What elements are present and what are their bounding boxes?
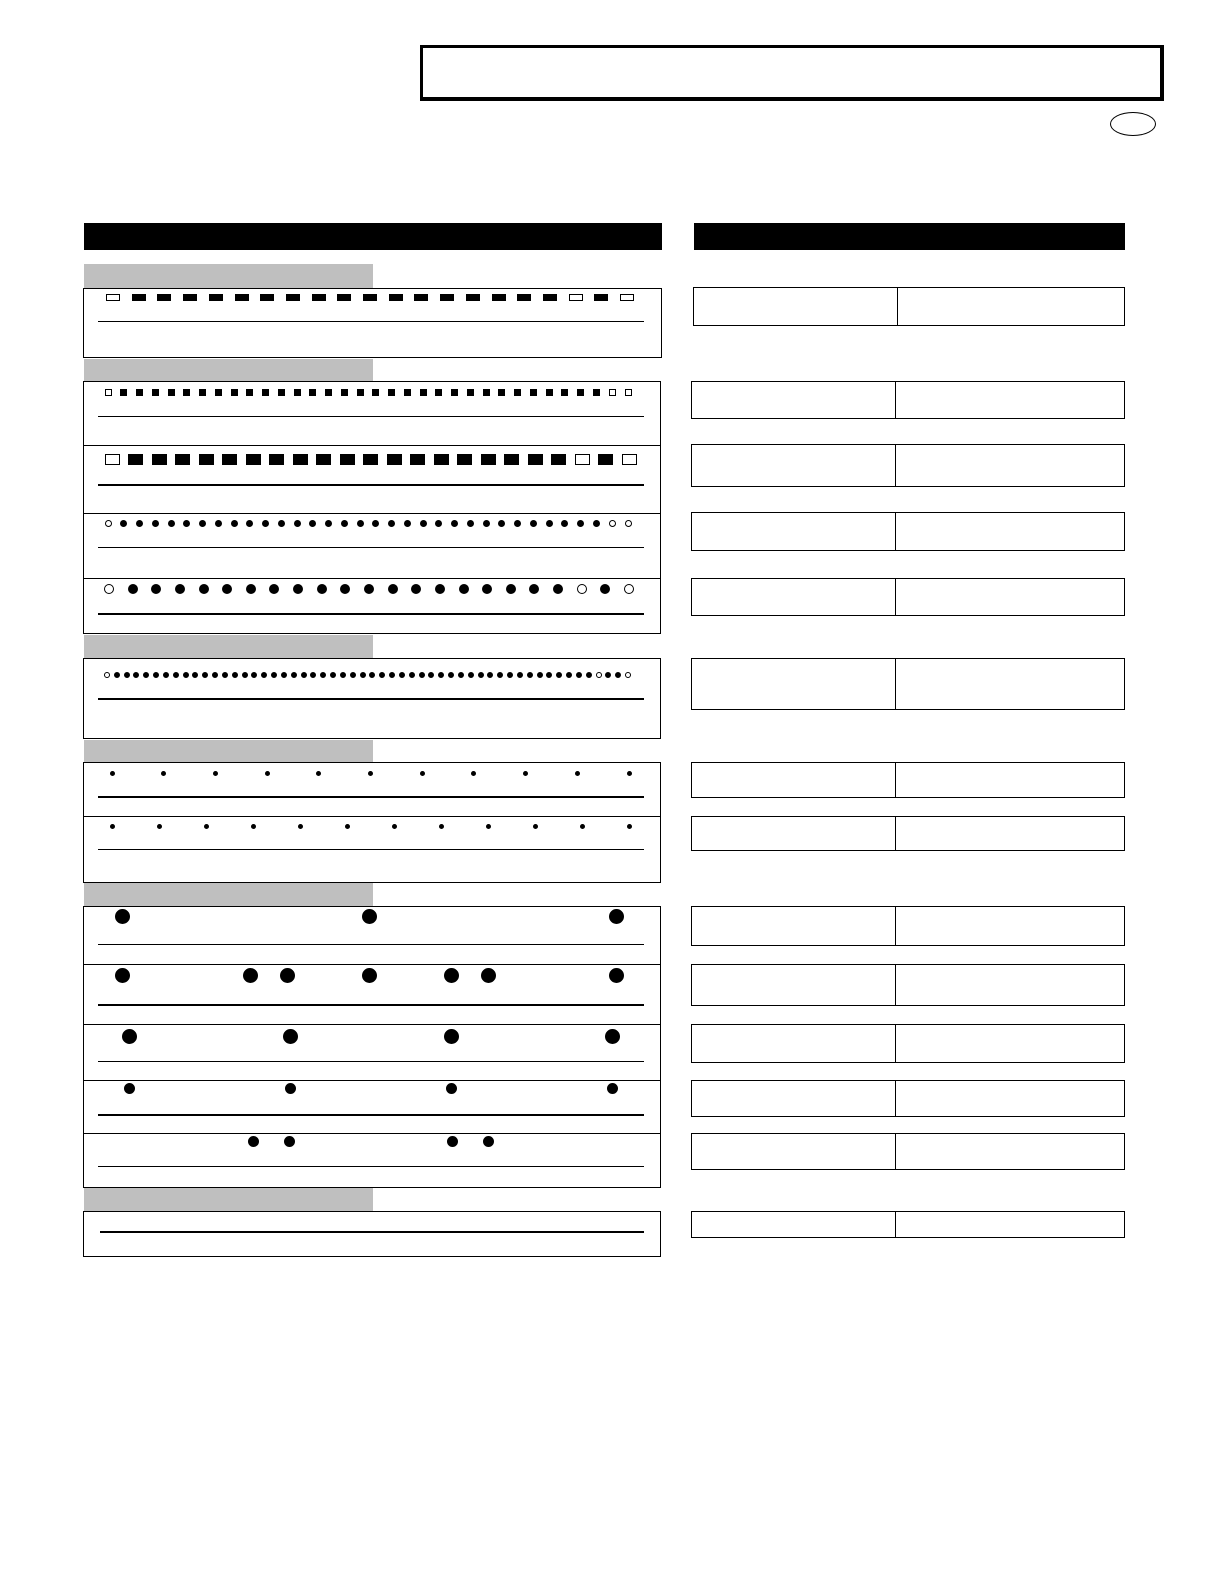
- bubble-filled: [161, 771, 166, 776]
- answer-line: [98, 613, 644, 615]
- bubble-filled: [364, 584, 374, 594]
- bubble-filled: [483, 520, 490, 527]
- bubble-filled: [301, 672, 307, 678]
- bubble-filled: [163, 672, 169, 678]
- timing-square-filled: [598, 454, 613, 465]
- bubble-filled: [517, 672, 523, 678]
- bubble-filled: [609, 968, 624, 983]
- bubble-filled: [362, 909, 377, 924]
- timing-square-filled: [372, 389, 379, 396]
- timing-square-filled: [199, 389, 206, 396]
- bubble-filled: [471, 771, 476, 776]
- timing-square-filled: [231, 389, 238, 396]
- timing-square-filled: [215, 389, 222, 396]
- bubble-filled: [350, 672, 356, 678]
- bubble-filled: [481, 968, 496, 983]
- bubble-filled: [340, 672, 346, 678]
- bubble-filled: [507, 672, 513, 678]
- timing-square-filled: [594, 294, 608, 301]
- bubble-filled: [576, 672, 582, 678]
- bubble-filled: [435, 584, 445, 594]
- timing-square-open: [625, 389, 632, 396]
- bubble-filled: [459, 584, 469, 594]
- answer-line: [98, 1004, 644, 1006]
- timing-square-filled: [389, 294, 403, 301]
- field-separator: [895, 965, 896, 1005]
- field-separator: [895, 817, 896, 850]
- row-divider: [84, 1133, 660, 1134]
- bubble-filled: [152, 520, 159, 527]
- timing-square-open: [622, 454, 637, 465]
- timing-square-filled: [414, 294, 428, 301]
- bubble-filled: [368, 771, 373, 776]
- group-panel-2: [83, 381, 661, 634]
- field-box-2: [691, 381, 1125, 419]
- bubble-filled: [392, 824, 397, 829]
- bubble-filled: [231, 520, 238, 527]
- field-box-6: [691, 658, 1125, 710]
- timing-square-filled: [514, 389, 521, 396]
- timing-square-filled: [363, 454, 378, 465]
- timing-square-open: [105, 389, 112, 396]
- bubble-filled: [546, 520, 553, 527]
- timing-square-filled: [183, 294, 197, 301]
- timing-square-filled: [209, 294, 223, 301]
- field-box-9: [691, 906, 1125, 946]
- timing-square-filled: [325, 389, 332, 396]
- bubble-filled: [372, 520, 379, 527]
- bubble-filled: [242, 672, 248, 678]
- group-tab-2: [84, 359, 373, 381]
- bubble-filled: [183, 520, 190, 527]
- field-box-8: [691, 816, 1125, 851]
- answer-line: [98, 796, 644, 798]
- timing-square-filled: [235, 294, 249, 301]
- bubble-filled: [388, 584, 398, 594]
- timing-square-filled: [222, 454, 237, 465]
- bubble-filled: [498, 520, 505, 527]
- answer-line: [98, 849, 644, 850]
- bubble-filled: [251, 824, 256, 829]
- answer-line: [98, 416, 644, 417]
- bubble-filled: [627, 771, 632, 776]
- answer-line: [98, 698, 644, 700]
- field-box-10: [691, 964, 1125, 1006]
- field-separator: [895, 445, 896, 486]
- answer-line: [98, 1114, 644, 1116]
- bubble-filled: [168, 520, 175, 527]
- timing-square-filled: [404, 389, 411, 396]
- timing-square-open: [609, 389, 616, 396]
- timing-square-filled: [435, 389, 442, 396]
- bubble-filled: [593, 520, 600, 527]
- bubble-filled: [215, 520, 222, 527]
- bubble-open: [609, 520, 616, 527]
- bubble-filled: [309, 520, 316, 527]
- timing-square-filled: [492, 294, 506, 301]
- bubble-filled: [124, 1083, 135, 1094]
- bubble-filled: [439, 824, 444, 829]
- timing-square-filled: [246, 389, 253, 396]
- bubble-filled: [115, 968, 130, 983]
- bubble-filled: [199, 520, 206, 527]
- bubble-filled: [609, 909, 624, 924]
- bubble-filled: [110, 824, 115, 829]
- bubble-filled: [514, 520, 521, 527]
- bubble-filled: [388, 520, 395, 527]
- badge-oval: [1110, 112, 1156, 136]
- bubble-filled: [409, 672, 415, 678]
- timing-square-filled: [577, 389, 584, 396]
- field-box-4: [691, 512, 1125, 551]
- timing-square-filled: [341, 389, 348, 396]
- bubble-filled: [404, 520, 411, 527]
- bubble-filled: [523, 771, 528, 776]
- field-separator: [895, 382, 896, 418]
- bubble-open: [624, 584, 634, 594]
- timing-square-filled: [278, 389, 285, 396]
- timing-square-filled: [168, 389, 175, 396]
- bubble-open: [104, 584, 114, 594]
- bubble-open: [577, 584, 587, 594]
- bubble-filled: [122, 1029, 137, 1044]
- timing-square-filled: [157, 294, 171, 301]
- timing-square-filled: [132, 294, 146, 301]
- timing-square-filled: [183, 389, 190, 396]
- group-tab-4: [84, 740, 373, 762]
- field-separator: [895, 579, 896, 615]
- timing-square-open: [106, 294, 120, 301]
- bubble-filled: [399, 672, 405, 678]
- timing-square-filled: [420, 389, 427, 396]
- timing-square-filled: [152, 389, 159, 396]
- bubble-filled: [530, 520, 537, 527]
- bubble-filled: [468, 672, 474, 678]
- group-panel-4: [83, 762, 661, 883]
- bubble-filled: [444, 968, 459, 983]
- row-divider: [84, 513, 660, 514]
- timing-square-filled: [294, 389, 301, 396]
- bubble-filled: [577, 520, 584, 527]
- right-column-header-bar: [694, 223, 1125, 250]
- bubble-filled: [419, 672, 425, 678]
- bubble-filled: [232, 672, 238, 678]
- field-box-12: [691, 1080, 1125, 1117]
- row-divider: [84, 445, 660, 446]
- timing-square-filled: [269, 454, 284, 465]
- bubble-filled: [451, 520, 458, 527]
- bubble-filled: [128, 584, 138, 594]
- field-separator: [895, 907, 896, 945]
- bubble-filled: [580, 824, 585, 829]
- bubble-filled: [607, 1083, 618, 1094]
- bubble-filled: [362, 968, 377, 983]
- bubble-filled: [483, 1136, 494, 1147]
- timing-square-filled: [551, 454, 566, 465]
- bubble-filled: [199, 584, 209, 594]
- timing-square-filled: [434, 454, 449, 465]
- timing-square-filled: [262, 389, 269, 396]
- timing-square-filled: [293, 454, 308, 465]
- bubble-filled: [278, 520, 285, 527]
- timing-square-filled: [340, 454, 355, 465]
- timing-square-filled: [363, 294, 377, 301]
- bubble-filled: [605, 1029, 620, 1044]
- field-separator: [895, 763, 896, 797]
- field-separator: [895, 1081, 896, 1116]
- timing-square-filled: [504, 454, 519, 465]
- bubble-open: [105, 520, 112, 527]
- timing-square-filled: [498, 389, 505, 396]
- bubble-filled: [325, 520, 332, 527]
- bubble-filled: [586, 672, 592, 678]
- answer-line: [98, 484, 644, 486]
- answer-line: [98, 321, 644, 322]
- bubble-filled: [115, 909, 130, 924]
- bubble-filled: [120, 520, 127, 527]
- timing-square-filled: [517, 294, 531, 301]
- bubble-filled: [448, 672, 454, 678]
- bubble-filled: [222, 672, 228, 678]
- bubble-filled: [248, 1136, 259, 1147]
- bubble-filled: [316, 771, 321, 776]
- bubble-filled: [157, 824, 162, 829]
- timing-square-open: [575, 454, 590, 465]
- field-separator: [897, 288, 898, 325]
- timing-square-filled: [175, 454, 190, 465]
- field-box-3: [691, 444, 1125, 487]
- bubble-filled: [345, 824, 350, 829]
- timing-square-filled: [312, 294, 326, 301]
- row-divider: [84, 1080, 660, 1081]
- row-divider: [84, 964, 660, 965]
- bubble-filled: [124, 672, 130, 678]
- timing-square-filled: [561, 389, 568, 396]
- timing-square-filled: [357, 389, 364, 396]
- bubble-filled: [284, 1136, 295, 1147]
- field-box-1: [693, 287, 1125, 326]
- answer-line: [98, 547, 644, 548]
- bubble-filled: [283, 1029, 298, 1044]
- timing-square-filled: [152, 454, 167, 465]
- bubble-filled: [317, 584, 327, 594]
- bubble-filled: [136, 520, 143, 527]
- timing-square-filled: [260, 294, 274, 301]
- answer-line: [100, 1231, 644, 1233]
- timing-square-filled: [316, 454, 331, 465]
- bubble-filled: [246, 584, 256, 594]
- field-separator: [895, 1025, 896, 1062]
- bubble-filled: [281, 672, 287, 678]
- answer-line: [98, 944, 644, 945]
- timing-square-filled: [530, 389, 537, 396]
- bubble-filled: [114, 672, 120, 678]
- document-title-box: [420, 45, 1164, 101]
- bubble-filled: [298, 824, 303, 829]
- left-column-header-bar: [84, 223, 662, 250]
- field-box-13: [691, 1133, 1125, 1170]
- field-separator: [895, 1134, 896, 1169]
- group-tab-5: [84, 883, 373, 906]
- bubble-filled: [533, 824, 538, 829]
- timing-square-filled: [546, 389, 553, 396]
- bubble-filled: [173, 672, 179, 678]
- row-divider: [84, 816, 660, 817]
- bubble-filled: [291, 672, 297, 678]
- timing-square-filled: [309, 389, 316, 396]
- bubble-filled: [243, 968, 258, 983]
- bubble-filled: [435, 520, 442, 527]
- answer-line: [98, 1166, 644, 1167]
- group-panel-5: [83, 906, 661, 1188]
- group-tab-1: [84, 264, 373, 288]
- bubble-filled: [265, 771, 270, 776]
- field-box-5: [691, 578, 1125, 616]
- group-tab-6: [84, 1188, 373, 1211]
- timing-square-filled: [451, 389, 458, 396]
- timing-square-filled: [136, 389, 143, 396]
- timing-square-filled: [388, 389, 395, 396]
- bubble-filled: [446, 1083, 457, 1094]
- bubble-filled: [294, 520, 301, 527]
- timing-square-filled: [457, 454, 472, 465]
- bubble-filled: [444, 1029, 459, 1044]
- bubble-open: [625, 672, 631, 678]
- field-separator: [895, 1212, 896, 1237]
- bubble-filled: [175, 584, 185, 594]
- timing-square-filled: [337, 294, 351, 301]
- bubble-open: [104, 672, 110, 678]
- bubble-filled: [183, 672, 189, 678]
- field-box-14: [691, 1211, 1125, 1238]
- bubble-filled: [246, 520, 253, 527]
- bubble-filled: [527, 672, 533, 678]
- timing-square-filled: [387, 454, 402, 465]
- bubble-filled: [420, 520, 427, 527]
- timing-square-filled: [593, 389, 600, 396]
- bubble-open: [596, 672, 602, 678]
- timing-square-filled: [543, 294, 557, 301]
- field-box-11: [691, 1024, 1125, 1063]
- group-tab-3: [84, 635, 373, 658]
- bubble-filled: [110, 771, 115, 776]
- bubble-filled: [213, 771, 218, 776]
- field-separator: [895, 513, 896, 550]
- bubble-filled: [360, 672, 366, 678]
- bubble-filled: [486, 824, 491, 829]
- row-divider: [84, 578, 660, 579]
- timing-square-filled: [246, 454, 261, 465]
- bubble-filled: [280, 968, 295, 983]
- bubble-filled: [627, 824, 632, 829]
- bubble-filled: [285, 1083, 296, 1094]
- timing-square-filled: [128, 454, 143, 465]
- timing-square-filled: [120, 389, 127, 396]
- timing-square-open: [569, 294, 583, 301]
- bubble-filled: [566, 672, 572, 678]
- bubble-filled: [204, 824, 209, 829]
- row-divider: [84, 1024, 660, 1025]
- answer-line: [98, 1061, 644, 1062]
- timing-square-filled: [466, 294, 480, 301]
- bubble-filled: [537, 672, 543, 678]
- timing-square-filled: [467, 389, 474, 396]
- bubble-filled: [575, 771, 580, 776]
- group-panel-6: [83, 1211, 661, 1257]
- timing-square-open: [620, 294, 634, 301]
- bubble-filled: [506, 584, 516, 594]
- bubble-filled: [341, 520, 348, 527]
- field-separator: [895, 659, 896, 709]
- timing-square-filled: [440, 294, 454, 301]
- timing-square-filled: [528, 454, 543, 465]
- bubble-filled: [467, 520, 474, 527]
- bubble-filled: [357, 520, 364, 527]
- bubble-filled: [478, 672, 484, 678]
- timing-square-filled: [481, 454, 496, 465]
- bubble-filled: [458, 672, 464, 678]
- bubble-filled: [262, 520, 269, 527]
- bubble-filled: [420, 771, 425, 776]
- field-box-7: [691, 762, 1125, 798]
- timing-square-filled: [286, 294, 300, 301]
- timing-square-filled: [483, 389, 490, 396]
- bubble-filled: [447, 1136, 458, 1147]
- timing-square-filled: [199, 454, 214, 465]
- bubble-open: [625, 520, 632, 527]
- timing-square-open: [105, 454, 120, 465]
- timing-square-filled: [410, 454, 425, 465]
